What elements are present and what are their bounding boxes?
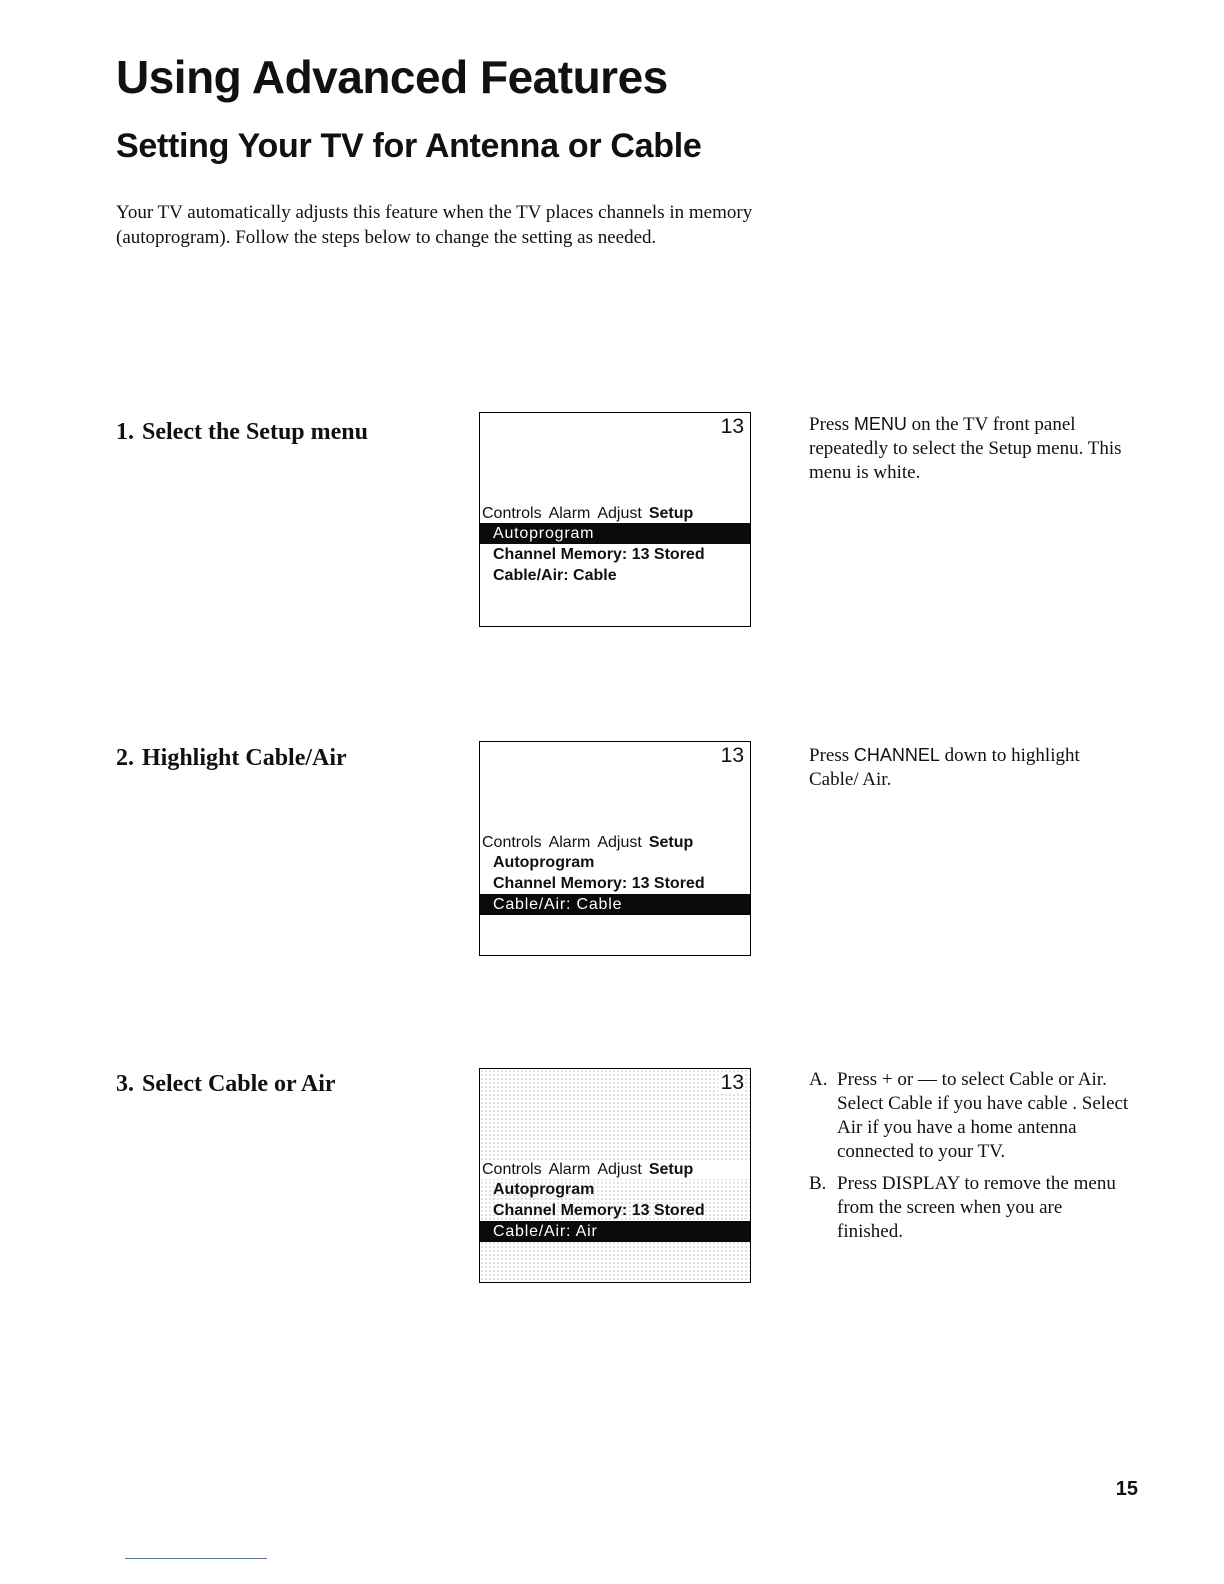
menu-item-cable-air: Cable/Air: Air [480,1221,750,1242]
instruction-text: Press [837,1173,882,1194]
step-2-instruction [809,743,1129,792]
menu-tab-bar [480,505,750,523]
menu-tab-adjust: Adjust [597,834,642,851]
intro-paragraph: Your TV automatically adjusts this feature when the TV places channels in memory (autoprogram). Follow the steps below to change the setting as needed. [116,202,753,248]
footer-rule [125,1558,267,1559]
menu-item-autoprogram: Autoprogram [480,523,750,544]
channel-number: 13 [718,416,744,437]
menu-tab-setup: Setup [648,505,694,522]
tv-menu [480,505,750,586]
instruction-text: to remove the menu from the screen when you are finished. [837,1173,1116,1242]
list-marker: B. [809,1173,827,1194]
instruction-text: on the TV front panel repeatedly to select the Setup menu. This menu is white. [809,414,1122,483]
step-1-heading [116,418,368,447]
plus-key-label: + [881,1069,893,1090]
menu-tab-alarm: Alarm [548,505,591,522]
page-title: Using Advanced Features [116,51,668,103]
menu-item-cable-air: Cable/Air: Cable [480,894,750,915]
menu-tab-setup: Setup [648,1161,694,1178]
step-2-title: Highlight Cable/Air [142,745,347,771]
menu-tab-setup: Setup [648,834,694,851]
channel-number: 13 [718,745,744,766]
channel-key-label: CHANNEL [853,745,940,765]
instruction-text: Press [809,745,854,766]
channel-number: 13 [718,1072,744,1093]
step-1-title: Select the Setup menu [142,419,368,445]
page-number: 15 [1115,1478,1138,1500]
instruction-text: Press [837,1069,882,1090]
menu-tab-adjust: Adjust [597,505,642,522]
tv-screen-step-3 [479,1068,751,1283]
tv-menu [480,834,750,915]
menu-tab-bar [480,1161,750,1179]
menu-tab-controls: Controls [482,505,542,522]
step-3-title: Select Cable or Air [142,1071,336,1097]
menu-item-channel-memory: Channel Memory: 13 Stored [493,1202,705,1219]
menu-tab-controls: Controls [482,1161,542,1178]
menu-tab-alarm: Alarm [548,834,591,851]
menu-item-channel-memory: Channel Memory: 13 Stored [493,875,705,892]
menu-item-channel-memory: Channel Memory: 13 Stored [493,546,705,563]
menu-tab-adjust: Adjust [597,1161,642,1178]
instruction-text: down to highlight Cable/ Air. [809,745,1080,790]
menu-key-label: MENU [853,414,907,434]
list-marker: A. [809,1069,828,1090]
menu-tab-bar [480,834,750,852]
step-3-instructions [809,1068,1129,1252]
instruction-text: Press [809,414,854,435]
step-1-instruction [809,412,1129,485]
step-3-number: 3. [116,1071,134,1097]
step-2-heading [116,744,347,773]
instruction-text: to select Cable or Air. Select Cable if you have cable . Select Air if you have a home antenna connected to your TV. [837,1069,1129,1162]
step-2-number: 2. [116,745,134,771]
menu-tab-controls: Controls [482,834,542,851]
menu-item-cable-air: Cable/Air: Cable [493,567,617,584]
step-3-instruction-b [809,1172,1129,1244]
step-1-number: 1. [116,419,134,445]
step-3-heading [116,1070,336,1099]
tv-screen-step-1 [479,412,751,627]
display-key-label: DISPLAY [881,1173,960,1194]
section-title: Setting Your TV for Antenna or Cable [116,127,702,165]
tv-screen-step-2 [479,741,751,956]
tv-menu [480,1161,750,1242]
minus-key-label: — [917,1069,937,1090]
instruction-text: or [892,1069,918,1090]
menu-tab-alarm: Alarm [548,1161,591,1178]
menu-item-autoprogram: Autoprogram [493,1181,595,1198]
step-3-instruction-a [809,1068,1129,1164]
menu-item-autoprogram: Autoprogram [493,854,595,871]
